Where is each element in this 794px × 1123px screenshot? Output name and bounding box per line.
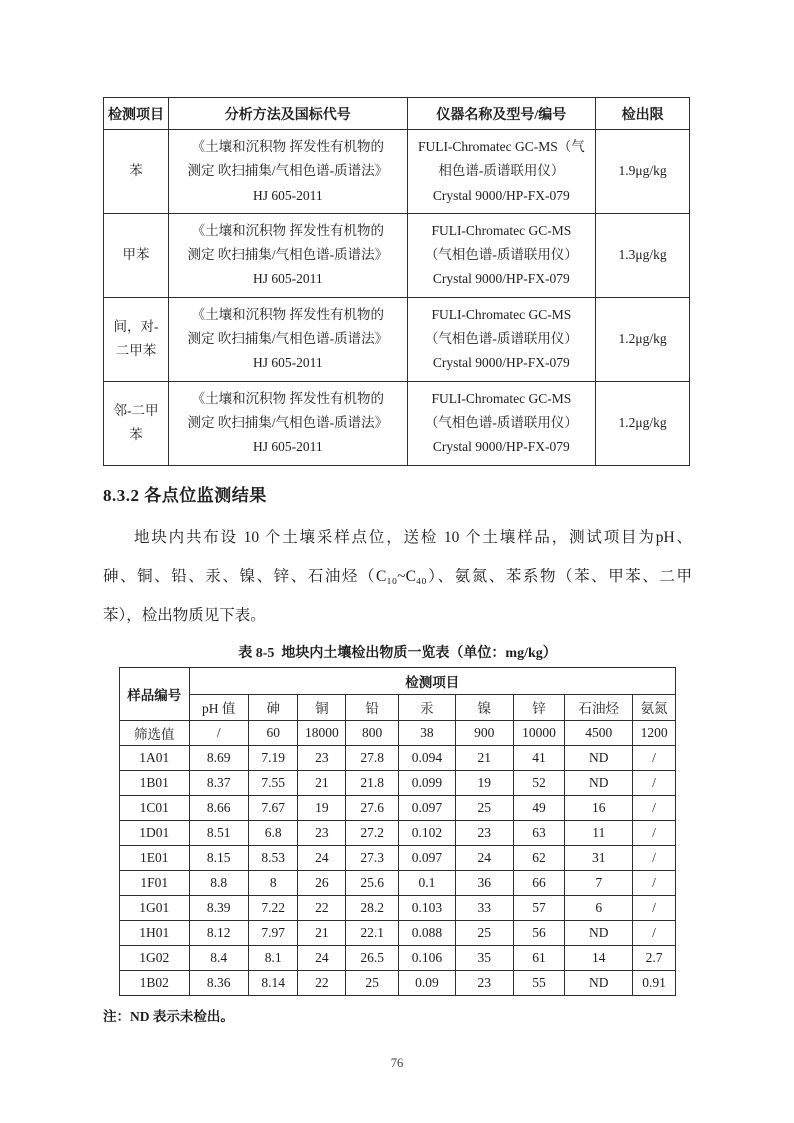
value-cell: 8.15 bbox=[189, 845, 248, 870]
table-row bbox=[104, 213, 690, 297]
value-cell: 19 bbox=[298, 795, 346, 820]
sample-id-cell: 1G02 bbox=[120, 945, 190, 970]
sample-id-cell: 1B01 bbox=[120, 770, 190, 795]
value-cell: 25 bbox=[346, 970, 399, 995]
value-cell: 21.8 bbox=[346, 770, 399, 795]
value-cell: 800 bbox=[346, 720, 399, 745]
page-number: 76 bbox=[390, 1056, 404, 1070]
detection-limit-cell: 1.2μg/kg bbox=[596, 297, 690, 381]
value-cell: 22 bbox=[298, 895, 346, 920]
value-cell: 23 bbox=[455, 820, 513, 845]
value-cell: 8.14 bbox=[248, 970, 297, 995]
value-cell: 33 bbox=[455, 895, 513, 920]
value-cell: 8.12 bbox=[189, 920, 248, 945]
value-cell: 8.39 bbox=[189, 895, 248, 920]
value-cell: / bbox=[633, 770, 676, 795]
value-cell: 6 bbox=[565, 895, 633, 920]
value-cell: 25 bbox=[455, 920, 513, 945]
value-cell: 23 bbox=[298, 820, 346, 845]
value-cell: 55 bbox=[513, 970, 565, 995]
value-cell: 900 bbox=[455, 720, 513, 745]
soil-results-table bbox=[119, 667, 676, 996]
methods-instruments-table bbox=[103, 97, 690, 466]
value-cell: / bbox=[633, 845, 676, 870]
group-header-detection-items: 检测项目 bbox=[189, 667, 676, 694]
value-cell: 7 bbox=[565, 870, 633, 895]
text-line: 相色谱-质谱联用仪） bbox=[438, 163, 565, 179]
sample-id-cell: 1B02 bbox=[120, 970, 190, 995]
value-cell: 25 bbox=[455, 795, 513, 820]
value-cell: 7.55 bbox=[248, 770, 297, 795]
text-line: 测定 吹扫捕集/气相色谱-质谱法》 bbox=[187, 163, 389, 179]
column-header-mercury: 汞 bbox=[399, 694, 456, 720]
text-line: HJ 605-2011 bbox=[252, 355, 323, 371]
value-cell: 27.8 bbox=[346, 745, 399, 770]
column-header-lead: 铅 bbox=[346, 694, 399, 720]
value-cell: / bbox=[189, 720, 248, 745]
paragraph-line: 地块内共布设 10 个土壤采样点位，送检 10 个土壤样品，测试项目为pH、 bbox=[134, 528, 692, 546]
detection-limit-cell: 1.9μg/kg bbox=[596, 130, 690, 214]
detection-limit-cell: 1.2μg/kg bbox=[596, 381, 690, 465]
value-cell: 8.8 bbox=[189, 870, 248, 895]
text-line: （气相色谱-质谱联用仪） bbox=[424, 331, 578, 347]
text-line: FULI-Chromatec GC-MS bbox=[431, 222, 572, 238]
value-cell: 22.1 bbox=[346, 920, 399, 945]
table-row bbox=[120, 845, 676, 870]
value-cell: 0.102 bbox=[399, 820, 456, 845]
value-cell: ND bbox=[565, 745, 633, 770]
table-footnote: 注：ND 表示未检出。 bbox=[103, 1008, 234, 1024]
value-cell: 10000 bbox=[513, 720, 565, 745]
value-cell: 6.8 bbox=[248, 820, 297, 845]
column-header-ammonia: 氨氮 bbox=[633, 694, 676, 720]
value-cell: 27.3 bbox=[346, 845, 399, 870]
value-cell: 8.4 bbox=[189, 945, 248, 970]
body-paragraph bbox=[103, 518, 692, 635]
table-row bbox=[120, 970, 676, 995]
text-line: （气相色谱-质谱联用仪） bbox=[424, 247, 578, 263]
value-cell: 0.099 bbox=[399, 770, 456, 795]
value-cell: 8.1 bbox=[248, 945, 297, 970]
value-cell: 27.6 bbox=[346, 795, 399, 820]
column-header-limit: 检出限 bbox=[596, 98, 690, 130]
value-cell: 66 bbox=[513, 870, 565, 895]
value-cell: / bbox=[633, 745, 676, 770]
instrument-cell bbox=[407, 297, 596, 381]
value-cell: 52 bbox=[513, 770, 565, 795]
screening-value-row bbox=[120, 720, 676, 745]
text-line: FULI-Chromatec GC-MS（气 bbox=[417, 139, 585, 154]
text-line: Crystal 9000/HP-FX-079 bbox=[432, 271, 570, 287]
value-cell: 0.106 bbox=[399, 945, 456, 970]
section-heading: 8.3.2 各点位监测结果 bbox=[103, 485, 267, 505]
table-row bbox=[120, 820, 676, 845]
column-header-copper: 铜 bbox=[298, 694, 346, 720]
table-row bbox=[120, 745, 676, 770]
analyte-cell: 邻-二甲苯 bbox=[104, 381, 169, 465]
table-row bbox=[120, 920, 676, 945]
value-cell: 31 bbox=[565, 845, 633, 870]
value-cell: 24 bbox=[298, 945, 346, 970]
value-cell: 26.5 bbox=[346, 945, 399, 970]
instrument-cell bbox=[407, 213, 596, 297]
text-line: 《土壤和沉积物 挥发性有机物的 bbox=[191, 390, 384, 406]
text-line: 《土壤和沉积物 挥发性有机物的 bbox=[191, 222, 384, 238]
value-cell: 38 bbox=[399, 720, 456, 745]
value-cell: 14 bbox=[565, 945, 633, 970]
value-cell: 60 bbox=[248, 720, 297, 745]
value-cell: 24 bbox=[298, 845, 346, 870]
value-cell: ND bbox=[565, 920, 633, 945]
column-header-instrument: 仪器名称及型号/编号 bbox=[407, 98, 596, 130]
value-cell: 49 bbox=[513, 795, 565, 820]
value-cell: 35 bbox=[455, 945, 513, 970]
value-cell: 23 bbox=[455, 970, 513, 995]
value-cell: 11 bbox=[565, 820, 633, 845]
value-cell: 0.094 bbox=[399, 745, 456, 770]
value-cell: 8.51 bbox=[189, 820, 248, 845]
value-cell: / bbox=[633, 920, 676, 945]
corner-header-sample-id: 样品编号 bbox=[120, 667, 190, 720]
value-cell: 24 bbox=[455, 845, 513, 870]
text-line: HJ 605-2011 bbox=[252, 439, 323, 455]
value-cell: ND bbox=[565, 970, 633, 995]
value-cell: 21 bbox=[298, 920, 346, 945]
text-line: （气相色谱-质谱联用仪） bbox=[424, 414, 578, 430]
analyte-cell: 间，对-二甲苯 bbox=[104, 297, 169, 381]
value-cell: / bbox=[633, 820, 676, 845]
text-line: HJ 605-2011 bbox=[252, 187, 323, 203]
table-header-row bbox=[120, 667, 676, 694]
value-cell: 8.37 bbox=[189, 770, 248, 795]
sample-id-cell: 1A01 bbox=[120, 745, 190, 770]
value-cell: 27.2 bbox=[346, 820, 399, 845]
text-line: FULI-Chromatec GC-MS bbox=[431, 390, 572, 406]
value-cell: 8.53 bbox=[248, 845, 297, 870]
value-cell: 0.088 bbox=[399, 920, 456, 945]
value-cell: 62 bbox=[513, 845, 565, 870]
table-row bbox=[104, 381, 690, 465]
column-header-zinc: 锌 bbox=[513, 694, 565, 720]
table-header-row bbox=[104, 98, 690, 130]
value-cell: 0.097 bbox=[399, 845, 456, 870]
value-cell: 26 bbox=[298, 870, 346, 895]
text-line: Crystal 9000/HP-FX-079 bbox=[432, 439, 570, 455]
method-cell bbox=[169, 213, 408, 297]
value-cell: / bbox=[633, 870, 676, 895]
column-header-item: 检测项目 bbox=[104, 98, 169, 130]
value-cell: 8.66 bbox=[189, 795, 248, 820]
value-cell: 0.097 bbox=[399, 795, 456, 820]
value-cell: 0.103 bbox=[399, 895, 456, 920]
value-cell: 28.2 bbox=[346, 895, 399, 920]
value-cell: 61 bbox=[513, 945, 565, 970]
sample-id-cell: 1D01 bbox=[120, 820, 190, 845]
text-line: 测定 吹扫捕集/气相色谱-质谱法》 bbox=[187, 414, 389, 430]
column-header-ph: pH 值 bbox=[189, 694, 248, 720]
value-cell: 63 bbox=[513, 820, 565, 845]
sample-id-cell: 1E01 bbox=[120, 845, 190, 870]
text-line: HJ 605-2011 bbox=[252, 271, 323, 287]
value-cell: / bbox=[633, 795, 676, 820]
method-cell bbox=[169, 297, 408, 381]
table-caption: 表 8-5 地块内土壤检出物质一览表（单位：mg/kg） bbox=[238, 645, 557, 661]
value-cell: 21 bbox=[455, 745, 513, 770]
column-header-arsenic: 砷 bbox=[248, 694, 297, 720]
text-line: 《土壤和沉积物 挥发性有机物的 bbox=[191, 139, 384, 154]
table-row bbox=[120, 945, 676, 970]
value-cell: 0.09 bbox=[399, 970, 456, 995]
paragraph-line: 砷、铜、铅、汞、镍、锌、石油烃（C₁₀~C₄₀）、氨氮、苯系物（苯、甲苯、二甲 bbox=[103, 567, 692, 585]
value-cell: 7.19 bbox=[248, 745, 297, 770]
instrument-cell bbox=[407, 381, 596, 465]
value-cell: 56 bbox=[513, 920, 565, 945]
table-row bbox=[120, 895, 676, 920]
column-header-petroleum: 石油烃 bbox=[565, 694, 633, 720]
table-row bbox=[104, 130, 690, 214]
value-cell: 8.69 bbox=[189, 745, 248, 770]
value-cell: 7.97 bbox=[248, 920, 297, 945]
text-line: Crystal 9000/HP-FX-079 bbox=[432, 355, 570, 371]
text-line: 测定 吹扫捕集/气相色谱-质谱法》 bbox=[187, 247, 389, 263]
sample-id-cell: 1F01 bbox=[120, 870, 190, 895]
row-label-cell: 筛选值 bbox=[120, 720, 190, 745]
sample-id-cell: 1H01 bbox=[120, 920, 190, 945]
detection-limit-cell: 1.3μg/kg bbox=[596, 213, 690, 297]
text-line: Crystal 9000/HP-FX-079 bbox=[432, 187, 570, 203]
value-cell: 41 bbox=[513, 745, 565, 770]
value-cell: 8 bbox=[248, 870, 297, 895]
value-cell: 0.91 bbox=[633, 970, 676, 995]
table-row bbox=[104, 297, 690, 381]
value-cell: 36 bbox=[455, 870, 513, 895]
value-cell: 0.1 bbox=[399, 870, 456, 895]
value-cell: 8.36 bbox=[189, 970, 248, 995]
value-cell: 2.7 bbox=[633, 945, 676, 970]
analyte-cell: 苯 bbox=[104, 130, 169, 214]
value-cell: 18000 bbox=[298, 720, 346, 745]
table-subheader-row bbox=[120, 694, 676, 720]
column-header-method: 分析方法及国标代号 bbox=[169, 98, 408, 130]
paragraph-line: 苯），检出物质见下表。 bbox=[103, 606, 266, 624]
table-row bbox=[120, 770, 676, 795]
value-cell: 22 bbox=[298, 970, 346, 995]
text-line: 《土壤和沉积物 挥发性有机物的 bbox=[191, 306, 384, 322]
instrument-cell bbox=[407, 130, 596, 214]
column-header-nickel: 镍 bbox=[455, 694, 513, 720]
value-cell: 23 bbox=[298, 745, 346, 770]
value-cell: 25.6 bbox=[346, 870, 399, 895]
method-cell bbox=[169, 381, 408, 465]
value-cell: 7.22 bbox=[248, 895, 297, 920]
value-cell: / bbox=[633, 895, 676, 920]
value-cell: 19 bbox=[455, 770, 513, 795]
value-cell: 21 bbox=[298, 770, 346, 795]
value-cell: 1200 bbox=[633, 720, 676, 745]
value-cell: 4500 bbox=[565, 720, 633, 745]
text-line: FULI-Chromatec GC-MS bbox=[431, 306, 572, 322]
table-row bbox=[120, 795, 676, 820]
text-line: 测定 吹扫捕集/气相色谱-质谱法》 bbox=[187, 331, 389, 347]
method-cell bbox=[169, 130, 408, 214]
analyte-cell: 甲苯 bbox=[104, 213, 169, 297]
value-cell: 7.67 bbox=[248, 795, 297, 820]
table-row bbox=[120, 870, 676, 895]
value-cell: ND bbox=[565, 770, 633, 795]
value-cell: 57 bbox=[513, 895, 565, 920]
value-cell: 16 bbox=[565, 795, 633, 820]
sample-id-cell: 1C01 bbox=[120, 795, 190, 820]
sample-id-cell: 1G01 bbox=[120, 895, 190, 920]
